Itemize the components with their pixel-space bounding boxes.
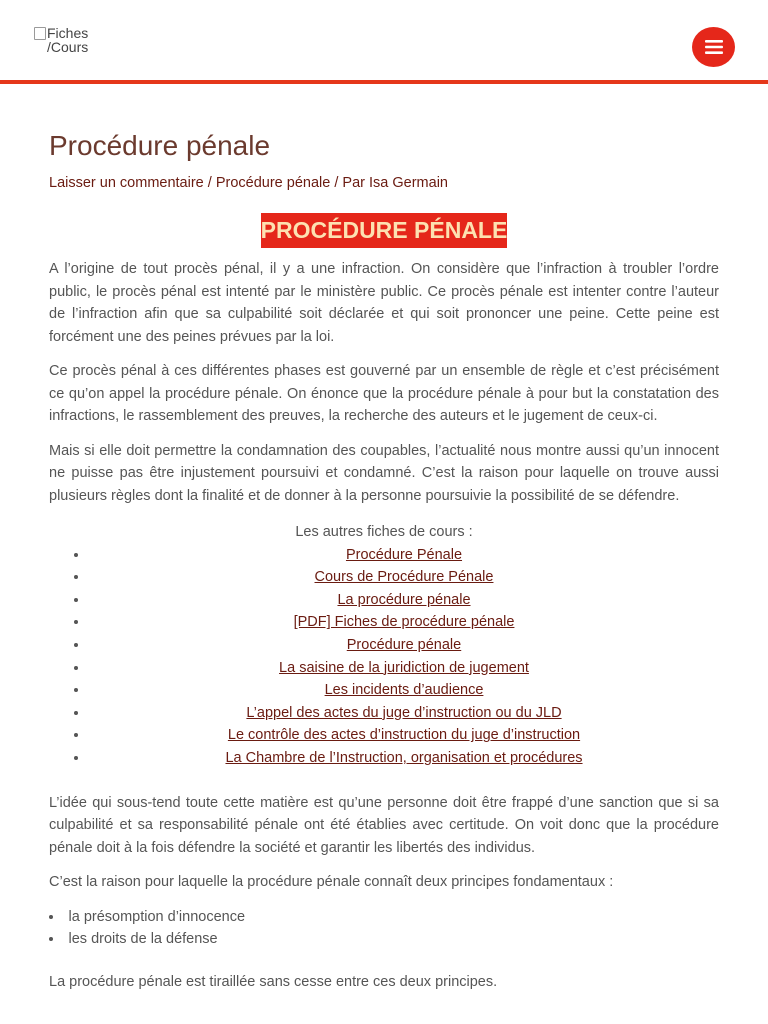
author-link[interactable]: Isa Germain: [369, 175, 448, 191]
list-item: [89, 566, 719, 589]
page-title: Procédure pénale: [49, 130, 271, 161]
list-item: [89, 544, 719, 567]
meta-separator-by: / Par: [330, 175, 370, 191]
course-links-list: [49, 544, 719, 770]
course-link[interactable]: Les incidents d’audience: [324, 682, 484, 699]
other-courses-label: Les autres fiches de cours :: [295, 524, 473, 540]
course-link[interactable]: La saisine de la juridiction de jugement: [279, 659, 529, 676]
category-link[interactable]: Procédure pénale: [215, 175, 331, 191]
course-link[interactable]: Le contrôle des actes d’instruction du juge d’instruction: [227, 727, 581, 744]
list-item: [89, 634, 719, 657]
intro-paragraph-3: Mais si elle doit permettre la condamnation des coupables, l’actualité nous montre aussi qu’un innocent ne puisse pas être injustement poursuivi et condamné. C’est la raison pour laquelle on trouve aussi plusieurs règles dont la finalité et de donner à la personne poursuivie la possibilité de se défendre.: [49, 442, 719, 504]
broken-image-icon: [34, 27, 46, 40]
list-item: [89, 589, 719, 612]
course-link[interactable]: L’appel des actes du juge d’instruction ou du JLD: [246, 704, 562, 721]
course-link[interactable]: [PDF] Fiches de procédure pénale: [293, 614, 515, 631]
course-link[interactable]: Cours de Procédure Pénale: [314, 569, 494, 586]
intro-paragraph-1: A l’origine de tout procès pénal, il y a une infraction. On considère que l’infraction à troubler l’ordre public, le procès pénal est intenté par le ministère public. Ce procès pénale est intenter contre l’auteur de l’infraction afin que sa culpabilité soit déclarée et qui soit prononcer une peine. Cette peine est forcément une des peines prévues par la loi.: [49, 261, 719, 345]
list-item: [89, 657, 719, 680]
course-link[interactable]: La procédure pénale: [337, 591, 471, 608]
heading-wrap: [49, 213, 719, 248]
list-item: • les droits de la défense: [49, 928, 719, 951]
closing-paragraph: La procédure pénale est tiraillée sans cesse entre ces deux principes.: [49, 973, 498, 990]
course-link[interactable]: Procédure pénale: [346, 636, 462, 653]
course-link[interactable]: La Chambre de l’Instruction, organisation et procédures: [225, 749, 583, 766]
list-item: [89, 702, 719, 725]
hamburger-icon: [705, 40, 723, 54]
logo-alt-text: Fiches /Cours: [47, 25, 89, 55]
menu-button[interactable]: [692, 27, 735, 67]
list-item: [89, 679, 719, 702]
list-item: • la présomption d’innocence: [49, 906, 719, 929]
site-logo[interactable]: [34, 26, 94, 54]
comment-link[interactable]: Laisser un commentaire: [49, 175, 204, 191]
post-meta: [49, 173, 719, 193]
section-heading: PROCÉDURE PÉNALE: [261, 213, 508, 248]
site-header: [0, 0, 768, 84]
principles-intro: C’est la raison pour laquelle la procédure pénale connaît deux principes fondamentaux :: [49, 874, 614, 891]
course-link[interactable]: Procédure Pénale: [345, 546, 463, 563]
list-item: [89, 747, 719, 770]
meta-separator: /: [203, 175, 216, 191]
list-item: [89, 724, 719, 747]
list-item: [89, 611, 719, 634]
principles-list: [49, 906, 719, 951]
body-paragraph: L’idée qui sous-tend toute cette matière est qu’une personne doit être frappé d’une sanction que si sa culpabilité et sa responsabilité pénale ont été établies avec certitude. On voit donc que la procédure pénale doit à la fois défendre la société et garantir les libertés des individus.: [49, 794, 719, 856]
article: [0, 129, 768, 993]
intro-paragraph-2: Ce procès pénal à ces différentes phases est gouverné par un ensemble de règle et c’est précisément ce qu’on appel la procédure pénale. On énonce que la procédure pénale à pour but la constatation des infractions, le rassemblement des preuves, la recherche des auteurs et le jugement de ceux-ci.: [49, 363, 719, 424]
